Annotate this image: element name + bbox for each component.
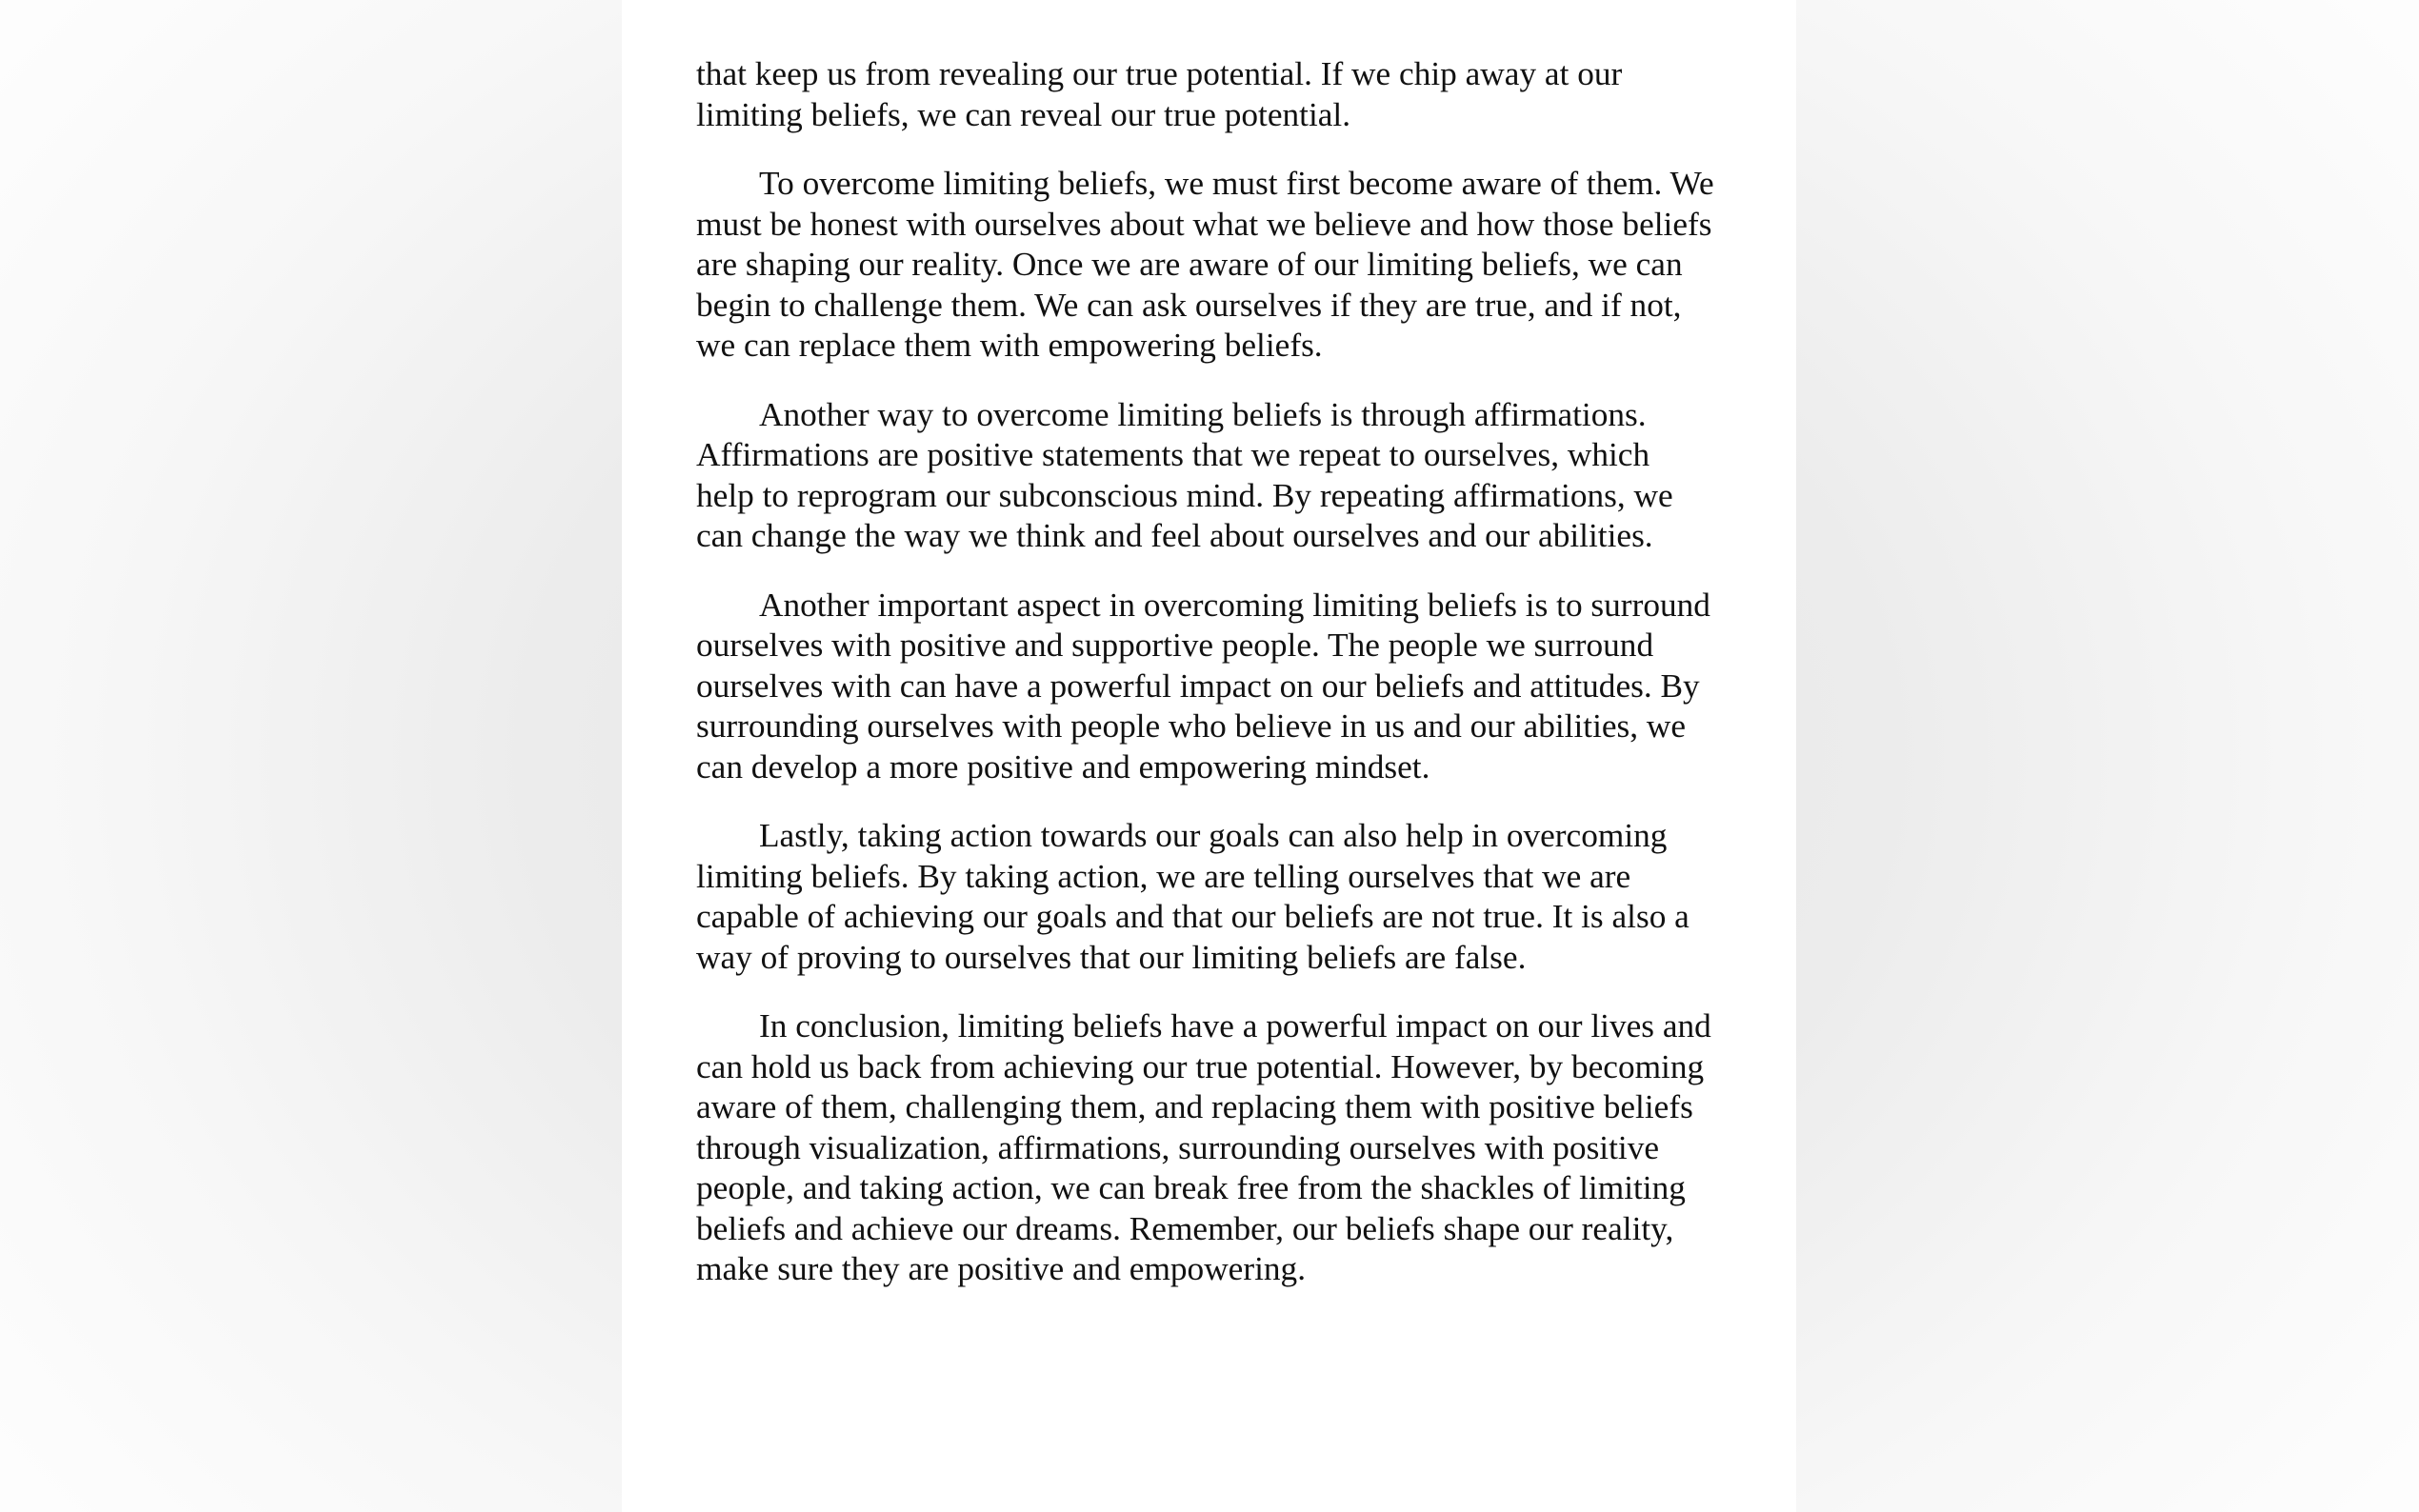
document-page: [622, 0, 1796, 1512]
paragraph-taking-action: Lastly, taking action towards our goals can also help in overcoming limiting beliefs. By taking action, we are telling ourselves that we are capable of achieving our goals and that our beliefs are not true. It is also a way of proving to ourselves that our limiting beliefs are false.: [696, 817, 1689, 976]
paragraph-supportive-people: Another important aspect in overcoming limiting beliefs is to surround ourselves with positive and supportive people. The people we surround ourselves with can have a powerful impact on our beliefs and attitudes. By surrounding ourselves with people who believe in us and our abilities, we can develop a more positive and empowering mindset.: [696, 586, 1710, 786]
paragraph-continuation: that keep us from revealing our true potential. If we chip away at our limiting beliefs, we can reveal our true potential.: [696, 55, 1623, 133]
document-body: [696, 54, 1715, 1290]
paragraph-conclusion: In conclusion, limiting beliefs have a powerful impact on our lives and can hold us back from achieving our true potential. However, by becoming aware of them, challenging them, and replacing them with positive beliefs through visualization, affirmations, surrounding ourselves with positive people, and taking action, we can break free from the shackles of limiting beliefs and achieve our dreams. Remember, our beliefs shape our reality, make sure they are positive and empowering.: [696, 1007, 1711, 1287]
paragraph-awareness: To overcome limiting beliefs, we must first become aware of them. We must be honest with ourselves about what we believe and how those beliefs are shaping our reality. Once we are aware of our limiting beliefs, we can begin to challenge them. We can ask ourselves if they are true, and if not, we can replace them with empowering beliefs.: [696, 165, 1714, 364]
paragraph-affirmations: Another way to overcome limiting beliefs is through affirmations. Affirmations are positive statements that we repeat to ourselves, which help to reprogram our subconscious mind. By repeating affirmations, we can change the way we think and feel about ourselves and our abilities.: [696, 395, 1673, 554]
